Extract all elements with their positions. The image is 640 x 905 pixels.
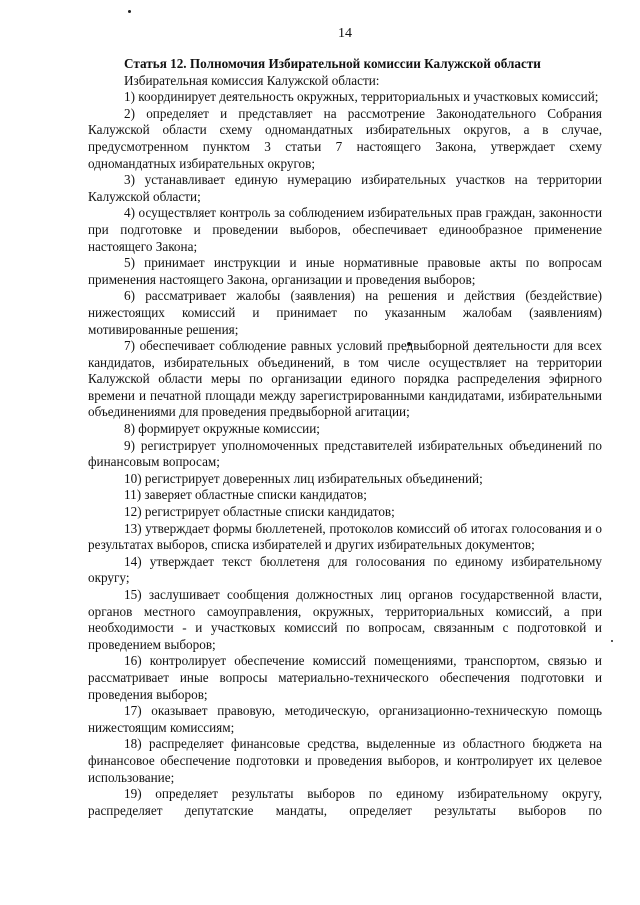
scan-speck [128,10,131,13]
list-item: 11) заверяет областные списки кандидатов; [124,487,367,503]
list-item: 8) формирует окружные комиссии; [124,421,320,437]
article-title: Статья 12. Полномочия Избирательной комиссии Калужской области [124,56,541,71]
list-item: 9) регистрирует уполномоченных представителей избирательных объединений по финансовым вопросам; [88,437,602,470]
article-intro: Избирательная комиссия Калужской области: [124,72,380,88]
list-item: 15) заслушивает сообщения должностных лиц органов государственной власти, органов местного самоуправления, окружных, территориальных комиссий, а при необходимости - и участковых комиссий по вопросам, связанным с подготовкой и проведением выборов; [88,587,602,652]
list-item: 18) распределяет финансовые средства, выделенные из областного бюджета на финансовое обеспечение подготовки и проведения выборов, и контролирует их целевое использование; [88,736,602,785]
list-item: 17) оказывает правовую, методическую, организационно-техническую помощь нижестоящим комиссиям; [88,703,602,735]
list-item: 2) определяет и представляет на рассмотрение Законодательного Собрания Калужской области схему одномандатных избирательных округов, а в случае, предусмотренном пунктом 3 статьи 7 настоящего Закона, утверждает схему одномандатных избирательных округов; [88,105,602,171]
list-item: 19) определяет результаты выборов по единому избирательному округу, распределяет депутатские мандаты, определяет результаты выборов по [88,786,602,818]
list-item: 3) устанавливает единую нумерацию избирательных участков на территории Калужской области; [88,172,602,204]
list-item: 5) принимает инструкции и иные нормативные правовые акты по вопросам применения настоящего Закона, организации и проведения выборов; [88,255,602,287]
page-number: 14 [338,26,352,41]
list-item: 12) регистрирует областные списки кандидатов; [124,504,395,520]
scan-speck [611,640,613,642]
article-body [88,56,602,819]
list-item: 10) регистрирует доверенных лиц избирательных объединений; [124,470,483,486]
list-item: 6) рассматривает жалобы (заявления) на решения и действия (бездействие) нижестоящих комиссий и принимает по указанным жалобам (заявлениям) мотивированные решения; [88,288,602,337]
list-item: 14) утверждает текст бюллетеня для голосования по единому избирательному округу; [88,553,602,586]
list-item: 16) контролирует обеспечение комиссий помещениями, транспортом, связью и рассматривает иные вопросы материально-технического обеспечения подготовки и проведения выборов; [88,653,602,702]
list-item: 4) осуществляет контроль за соблюдением избирательных прав граждан, законности при подготовке и проведении выборов, обеспечивает единообразное применение настоящего Закона; [88,205,602,254]
list-item: 13) утверждает формы бюллетеней, протоколов комиссий об итогах голосования и о результатах выборов, списка избирателей и других избирательных документов; [88,520,602,553]
list-item: 1) координирует деятельность окружных, территориальных и участковых комиссий; [124,89,599,105]
list-item: 7) обеспечивает соблюдение равных условий предвыборной деятельности для всех кандидатов, избирательных объединений, в том числе осуществляет на территории Калужской области меры по организации единого порядка распределения эфирного времени и печатной площади между зарегистрированными кандидатами, избирательными объединениями для проведения предвыборной агитации; [88,338,602,420]
